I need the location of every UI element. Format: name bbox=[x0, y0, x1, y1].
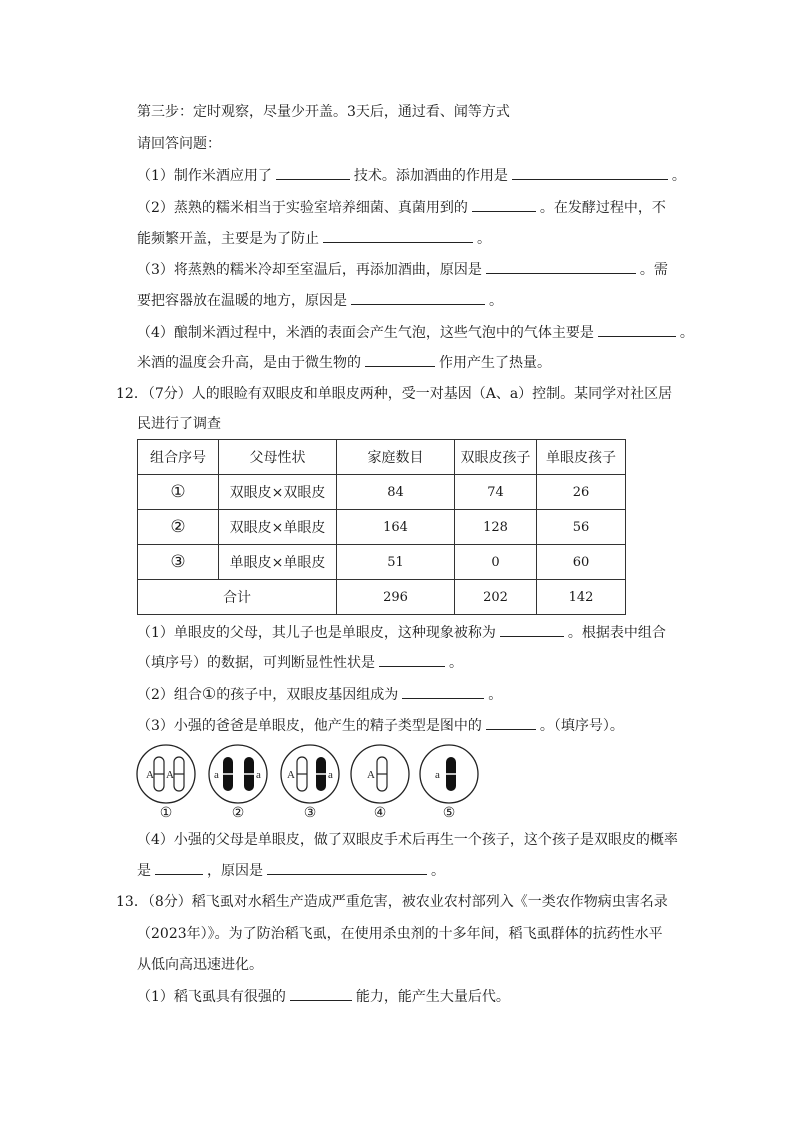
table-cell-total-double: 202 bbox=[455, 580, 537, 615]
gene-label: a bbox=[214, 769, 219, 781]
q11-p4-text-c: 米酒的温度会升高，是由于微生物的 bbox=[137, 355, 361, 371]
q12-s2-blank[interactable] bbox=[402, 684, 484, 699]
step3-text: 第三步：定时观察，尽量少开盖。3天后，通过看、闻等方式 bbox=[137, 104, 510, 120]
q11-part4-line1 bbox=[137, 322, 694, 343]
q12-s1-text-a: （1）单眼皮的父母，其儿子也是单眼皮，这种现象被称为 bbox=[137, 625, 496, 641]
q12-s1-blank-1[interactable] bbox=[500, 622, 564, 637]
q12-header-cont: 民进行了调查 bbox=[137, 416, 221, 432]
q11-part2-line1 bbox=[137, 197, 666, 218]
q11-p2-text-d: 。 bbox=[477, 231, 491, 247]
q11-p3-text-b: 。需 bbox=[639, 262, 668, 278]
gene-label: A bbox=[146, 769, 154, 781]
q12-s4-blank-1[interactable] bbox=[155, 860, 203, 875]
q12-part3 bbox=[137, 715, 624, 736]
table-header-cell: 家庭数目 bbox=[337, 440, 455, 475]
table-cell-families: 51 bbox=[337, 545, 455, 580]
q12-s3-blank[interactable] bbox=[486, 715, 536, 730]
q13-s1-text-b: 能力，能产生大量后代。 bbox=[355, 989, 510, 1005]
table-cell-double: 74 bbox=[455, 475, 537, 510]
q13-s1-text-a: （1）稻飞虱具有很强的 bbox=[137, 989, 286, 1005]
q11-p4-text-a: （4）酿制米酒过程中，米酒的表面会产生气泡，这些气泡中的气体主要是 bbox=[137, 325, 594, 341]
q11-p2-text-b: 。在发酵过程中，不 bbox=[539, 200, 666, 216]
cell-figure-3 bbox=[281, 745, 339, 803]
table-cell-total-label: 合计 bbox=[138, 580, 337, 615]
q13-header: 13．（8分）稻飞虱对水稻生产造成严重危害，被农业农村部列入《一类农作物病虫害名录 bbox=[116, 894, 668, 910]
cell-figure-1 bbox=[137, 745, 195, 803]
q12-part2 bbox=[137, 684, 502, 705]
cell-figure-4 bbox=[351, 745, 409, 803]
q11-p3-text-d: 。 bbox=[489, 293, 503, 309]
table-cell-total-families: 296 bbox=[337, 580, 455, 615]
q12-part4-line1: （4）小强的父母是单眼皮，做了双眼皮手术后再生一个孩子，这个孩子是双眼皮的概率 bbox=[137, 832, 678, 848]
table-cell-parents: 双眼皮×单眼皮 bbox=[219, 510, 337, 545]
q12-s1-text-d: 。 bbox=[449, 655, 463, 671]
table-cell-single: 56 bbox=[537, 510, 626, 545]
q11-p4-text-b: 。 bbox=[679, 325, 694, 341]
table-cell-id: ③ bbox=[138, 545, 219, 580]
table-header-cell: 单眼皮孩子 bbox=[537, 440, 626, 475]
figure-caption-1: ① bbox=[159, 805, 173, 821]
q11-p2-blank-1[interactable] bbox=[472, 197, 536, 212]
q12-s4-blank-2[interactable] bbox=[267, 860, 427, 875]
q12-s4-text-b: 是 bbox=[137, 863, 151, 879]
q11-p2-text-a: （2）蒸熟的糯米相当于实验室培养细菌、真菌用到的 bbox=[137, 200, 468, 216]
table-header-cell: 父母性状 bbox=[219, 440, 337, 475]
q11-part4-line2 bbox=[137, 352, 551, 373]
q12-s3-text-a: （3）小强的爸爸是单眼皮，他产生的精子类型是图中的 bbox=[137, 718, 482, 734]
table-cell-double: 0 bbox=[455, 545, 537, 580]
table-cell-double: 128 bbox=[455, 510, 537, 545]
gene-label: A bbox=[287, 769, 295, 781]
q12-s4-text-d: 。 bbox=[431, 863, 445, 879]
table-row bbox=[138, 510, 626, 545]
q11-p2-text-c: 能频繁开盖，主要是为了防止 bbox=[137, 231, 319, 247]
q12-s3-text-b: 。（填序号）。 bbox=[539, 718, 624, 734]
table-cell-total-single: 142 bbox=[537, 580, 626, 615]
q12-part1-line1 bbox=[137, 622, 666, 643]
q11-part3-line1 bbox=[137, 259, 668, 280]
table-cell-id: ② bbox=[138, 510, 219, 545]
sperm-cell-figures bbox=[136, 743, 496, 805]
table-row bbox=[138, 475, 626, 510]
q12-s2-text-a: （2）组合 bbox=[137, 687, 202, 703]
q11-p3-text-a: （3）将蒸熟的糯米冷却至室温后，再添加酒曲，原因是 bbox=[137, 262, 482, 278]
q11-p1-text-c: 。 bbox=[671, 168, 686, 184]
q12-part4-line2 bbox=[137, 860, 445, 881]
gene-label: A bbox=[166, 769, 174, 781]
q11-p1-text-a: （1）制作米酒应用了 bbox=[137, 168, 272, 184]
q11-p2-blank-2[interactable] bbox=[323, 228, 473, 243]
q12-s2-text-c: 。 bbox=[488, 687, 503, 703]
q13-s1-blank[interactable] bbox=[290, 986, 352, 1001]
table-total-row bbox=[138, 580, 626, 615]
table-cell-parents: 单眼皮×单眼皮 bbox=[219, 545, 337, 580]
q11-p3-blank-2[interactable] bbox=[351, 290, 485, 305]
q11-part3-line2 bbox=[137, 290, 503, 311]
q11-p3-text-c: 要把容器放在温暖的地方，原因是 bbox=[137, 293, 347, 309]
cell-figure-5 bbox=[420, 745, 478, 803]
q11-p4-text-d: 作用产生了热量。 bbox=[439, 355, 551, 371]
q11-p4-blank-1[interactable] bbox=[598, 322, 676, 337]
gene-label: a bbox=[328, 769, 333, 781]
q11-part2-line2 bbox=[137, 228, 491, 249]
q13-part1 bbox=[137, 986, 510, 1007]
q12-s2-text-b: 的孩子中，双眼皮基因组成为 bbox=[216, 687, 399, 703]
figure-caption-3: ③ bbox=[303, 805, 317, 821]
table-cell-parents: 双眼皮×双眼皮 bbox=[219, 475, 337, 510]
q12-s1-text-c: （填序号）的数据，可判断显性性状是 bbox=[137, 655, 375, 671]
gene-label: A bbox=[367, 769, 375, 781]
figure-caption-4: ④ bbox=[373, 805, 387, 821]
q11-p1-blank-2[interactable] bbox=[512, 165, 668, 180]
table-header-row bbox=[138, 440, 626, 475]
q11-p3-blank-1[interactable] bbox=[486, 259, 636, 274]
q13-header-cont2: 从低向高迅速进化。 bbox=[137, 957, 263, 973]
q11-p1-blank-1[interactable] bbox=[276, 165, 350, 180]
gene-label: a bbox=[435, 769, 440, 781]
table-row bbox=[138, 545, 626, 580]
please-answer-text: 请回答问题： bbox=[137, 136, 221, 152]
q12-s1-blank-2[interactable] bbox=[379, 652, 445, 667]
table-cell-id: ① bbox=[138, 475, 219, 510]
gene-label: a bbox=[256, 769, 261, 781]
table-header-cell: 组合序号 bbox=[138, 440, 219, 475]
q12-s2-num: ① bbox=[201, 684, 217, 703]
table-cell-single: 26 bbox=[537, 475, 626, 510]
q12-s1-text-b: 。根据表中组合 bbox=[567, 625, 666, 641]
figure-caption-2: ② bbox=[231, 805, 245, 821]
q11-part1 bbox=[137, 165, 686, 186]
q12-header: 12．（7分）人的眼睑有双眼皮和单眼皮两种，受一对基因（A、a）控制。某同学对社区居 bbox=[116, 386, 673, 402]
cell-figure-2 bbox=[209, 745, 267, 803]
table-header-cell: 双眼皮孩子 bbox=[455, 440, 537, 475]
q12-s4-text-c: ，原因是 bbox=[207, 863, 263, 879]
figure-caption-5: ⑤ bbox=[442, 805, 456, 821]
q11-p1-text-b: 技术。添加酒曲的作用是 bbox=[353, 168, 508, 184]
table-cell-families: 84 bbox=[337, 475, 455, 510]
table-cell-families: 164 bbox=[337, 510, 455, 545]
table-cell-single: 60 bbox=[537, 545, 626, 580]
q11-p4-blank-2[interactable] bbox=[365, 352, 435, 367]
q13-header-cont: （2023年）》。为了防治稻飞虱，在使用杀虫剂的十多年间，稻飞虱群体的抗药性水平 bbox=[137, 926, 663, 942]
survey-table bbox=[137, 439, 626, 615]
q12-part1-line2 bbox=[137, 652, 463, 673]
